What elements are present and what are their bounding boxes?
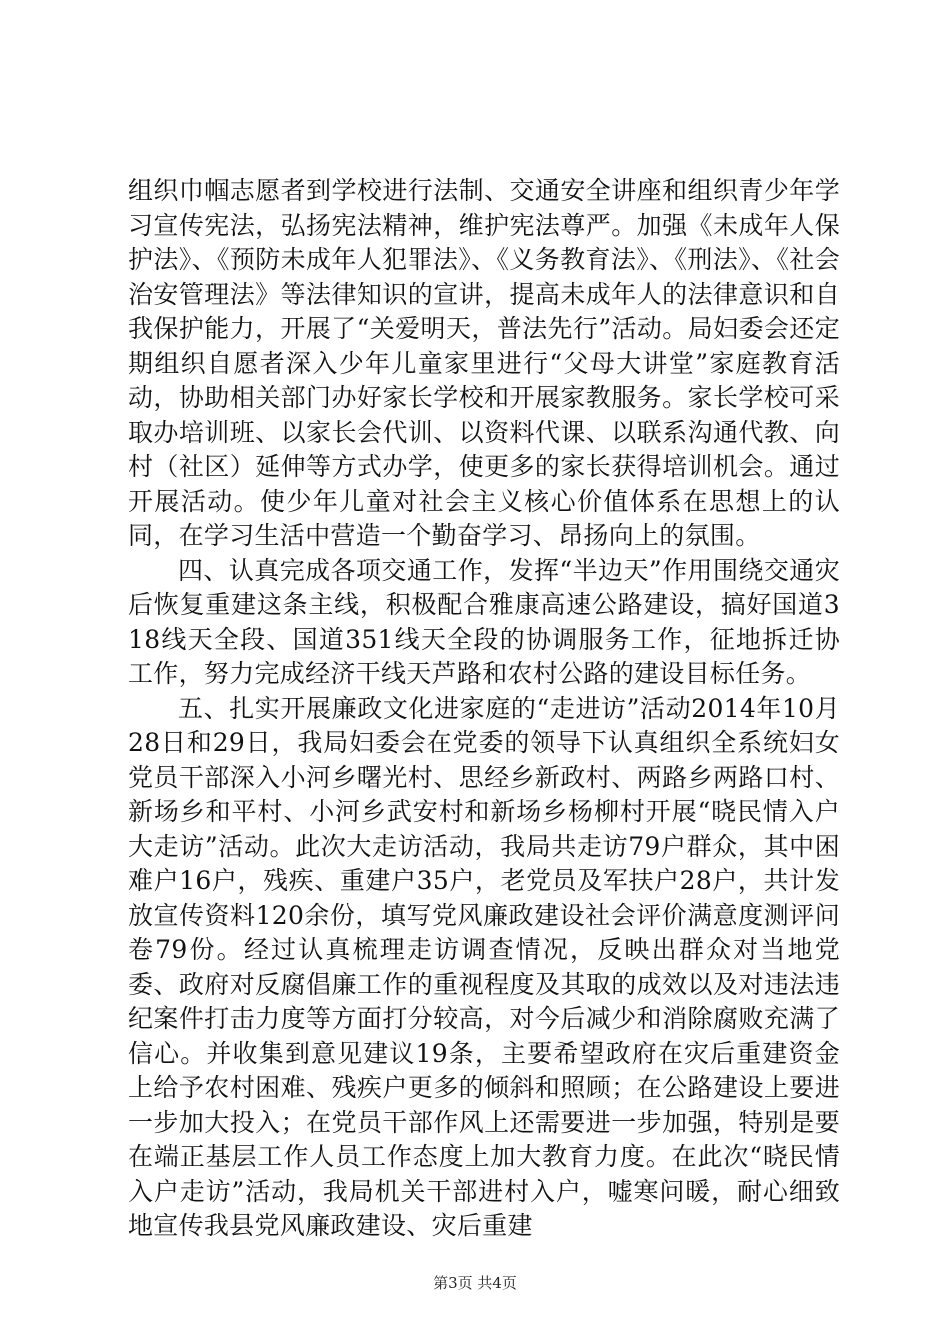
document-body xyxy=(128,174,840,1244)
page-number-footer: 第3页 共4页 xyxy=(433,1274,517,1292)
paragraph-1: 组织巾帼志愿者到学校进行法制、交通安全讲座和组织青少年学习宣传宪法，弘扬宪法精神，维护宪法尊严。加强《未成年人保护法》、《预防未成年人犯罪法》、《义务教育法》、《刑法》、《社会治安管理法》等法律知识的宣讲，提高未成年人的法律意识和自我保护能力，开展了“关爱明天，普法先行”活动。局妇委会还定期组织自愿者深入少年儿童家里进行“父母大讲堂”家庭教育活动，协助相关部门办好家长学校和开展家教服务。家长学校可采取办培训班、以家长会代训、以资料代课、以联系沟通代教、向村（社区）延伸等方式办学，使更多的家长获得培训机会。通过开展活动。使少年儿童对社会主义核心价值体系在思想上的认同，在学习生活中营造一个勤奋学习、昂扬向上的氛围。 xyxy=(128,176,840,550)
paragraph-3: 五、扎实开展廉政文化进家庭的“走进访”活动2014年10月28日和29日，我局妇委会在党委的领导下认真组织全系统妇女党员干部深入小河乡曙光村、思经乡新政村、两路乡两路口村、新场乡和平村、小河乡武安村和新场乡杨柳村开展“晓民情入户大走访”活动。此次大走访活动，我局共走访79户群众，其中困难户16户，残疾、重建户35户，老党员及军扶户28户，共计发放宣传资料120余份，填写党风廉政建设社会评价满意度测评问卷79份。经过认真梳理走访调查情况，反映出群众对当地党委、政府对反腐倡廉工作的重视程度及其取的成效以及对违法违纪案件打击力度等方面打分较高，对今后减少和消除腐败充满了信心。并收集到意见建议19条，主要希望政府在灾后重建资金上给予农村困难、残疾户更多的倾斜和照顾；在公路建设上要进一步加大投入；在党员干部作风上还需要进一步加强，特别是要在端正基层工作人员工作态度上加大教育力度。在此次“晓民情入户走访”活动，我局机关干部进村入户，嘘寒问暖，耐心细致地宣传我县党风廉政建设、灾后重建 xyxy=(128,693,840,1240)
paragraph-2: 四、认真完成各项交通工作，发挥“半边天”作用围绕交通灾后恢复重建这条主线，积极配合雅康高速公路建设，搞好国道318线天全段、国道351线天全段的协调服务工作，征地拆迁协工作，努力完成经济干线天芦路和农村公路的建设目标任务。 xyxy=(128,555,840,688)
